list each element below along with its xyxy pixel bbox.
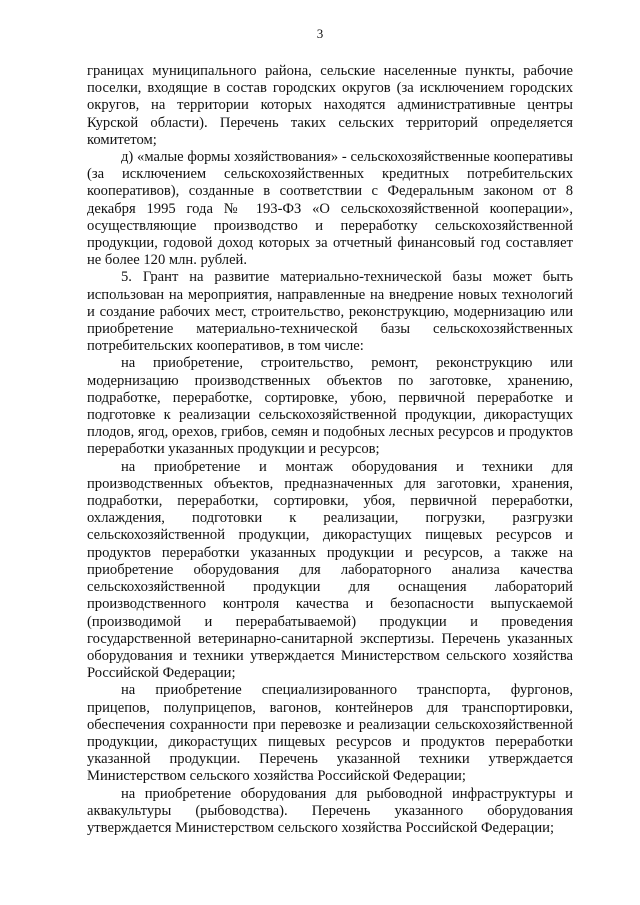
paragraph-continuation: границах муниципального района, сельские населенные пункты, рабочие поселки, входящие в состав городских округов (за исключением городских округов, на территории которых находятся административные центры Курской области). Перечень таких сельских территорий определяется комитетом; [87, 63, 573, 148]
paragraph-definition-d: д) «малые формы хозяйствования» - сельскохозяйственные кооперативы (за исключением сельскохозяйственных кредитных потребительских кооперативов), созданные в соответствии с Федеральным законом от 8 декабря 1995 года № 193-ФЗ «О сельскохозяйственной кооперации», осуществляющие производство и переработку сельскохозяйственной продукции, годовой доход которых за отчетный финансовый год составляет не более 120 млн. рублей. [87, 149, 573, 269]
document-body [87, 63, 573, 837]
paragraph-aquaculture: на приобретение оборудования для рыбоводной инфраструктуры и аквакультуры (рыбоводства). Перечень указанного оборудования утверждается Министерством сельского хозяйства Российской Федерации; [87, 785, 573, 836]
paragraph-item-5: 5. Грант на развитие материально-технической базы может быть использован на мероприятия, направленные на внедрение новых технологий и создание рабочих мест, строительство, реконструкцию, модернизацию или приобретение материально-технической базы сельскохозяйственных потребительских кооперативов, в том числе: [87, 269, 573, 355]
paragraph-equipment: на приобретение и монтаж оборудования и техники для производственных объектов, предназначенных для заготовки, хранения, подработки, переработки, сортировки, убоя, первичной переработки, охлаждения, подготовки к реализации, погрузки, разгрузки сельскохозяйственной продукции, дикорастущих пищевых ресурсов и продуктов переработки указанных продукции и ресурсов, а также на приобретение оборудования для лабораторного анализа качества сельскохозяйственной продукции для оснащения лабораторий производственного контроля качества и безопасности выпускаемой (производимой и перерабатываемой) продукции и проведения государственной ветеринарно-санитарной экспертизы. Перечень указанных оборудования и техники утверждается Министерством сельского хозяйства Российской Федерации; [87, 458, 573, 682]
paragraph-transport: на приобретение специализированного транспорта, фургонов, прицепов, полуприцепов, вагонов, контейнеров для транспортировки, обеспечения сохранности при перевозке и реализации сельскохозяйственной продукции, дикорастущих пищевых ресурсов и продуктов переработки указанной продукции. Перечень указанной техники утверждается Министерством сельского хозяйства Российской Федерации; [87, 682, 573, 785]
page-number: 3 [316, 26, 324, 41]
paragraph-construction: на приобретение, строительство, ремонт, реконструкцию или модернизацию производственных объектов по заготовке, хранению, подработке, переработке, сортировке, убою, первичной переработке и подготовке к реализации сельскохозяйственной продукции, дикорастущих плодов, ягод, орехов, грибов, семян и подобных лесных ресурсов и продуктов переработки указанных продукции и ресурсов; [87, 355, 573, 458]
